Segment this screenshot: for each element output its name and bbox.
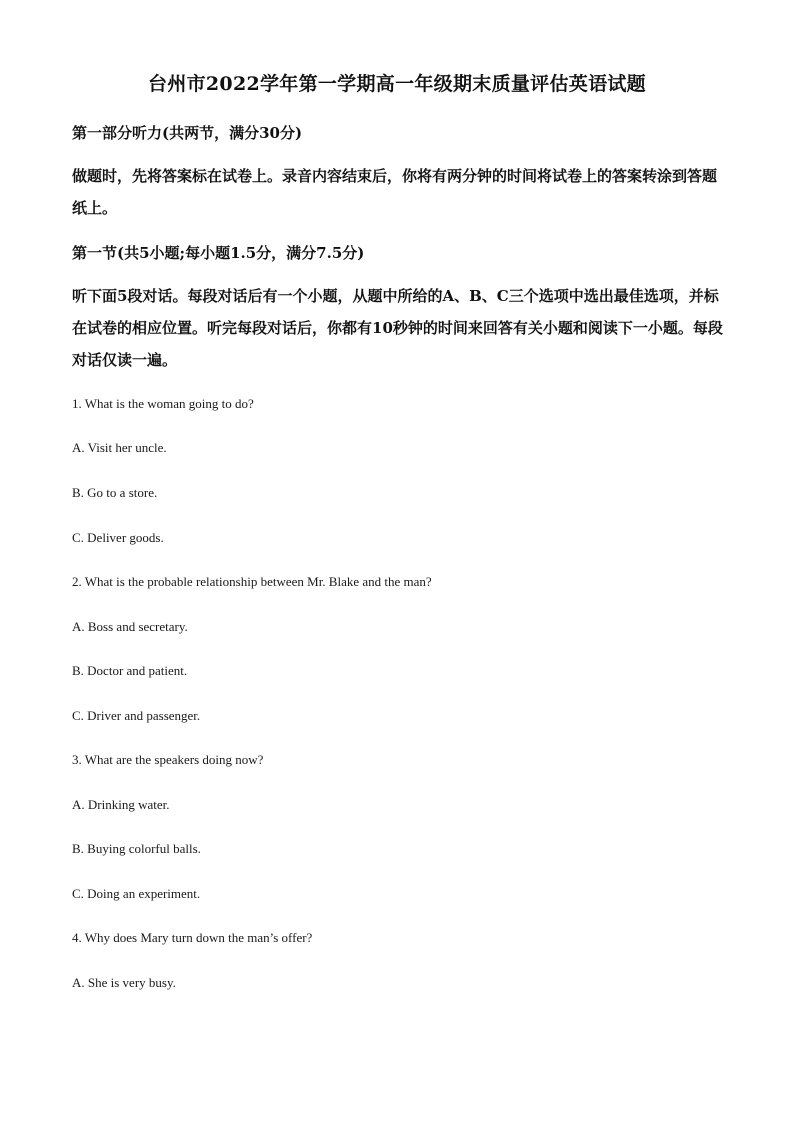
question-3-option-a: A. Drinking water. (72, 797, 170, 812)
question-3-stem: 3. What are the speakers doing now? (72, 752, 264, 767)
section1-heading: 第一节(共5小题;每小题1.5分，满分7.5分) (72, 244, 365, 262)
section1-instructions: 听下面5段对话。每段对话后有一个小题，从题中所给的A、B、C三个选项中选出最佳选项，并标在试卷的相应位置。听完每段对话后，你都有10秒钟的时间来回答有关小题和阅读下一小题。每段对话仅读一遍。 (72, 287, 723, 369)
question-1-stem: 1. What is the woman going to do? (72, 396, 254, 411)
question-4-stem: 4. Why does Mary turn down the man’s offer? (72, 930, 313, 945)
exam-title: 台州市2022学年第一学期高一年级期末质量评估英语试题 (148, 73, 646, 95)
question-3-option-b: B. Buying colorful balls. (72, 841, 201, 856)
question-4-option-a: A. She is very busy. (72, 975, 176, 990)
question-2-option-b: B. Doctor and patient. (72, 663, 188, 678)
question-2-option-c: C. Driver and passenger. (72, 708, 201, 723)
question-2-option-a: A. Boss and secretary. (72, 619, 188, 634)
instructions-paragraph: 做题时，先将答案标在试卷上。录音内容结束后，你将有两分钟的时间将试卷上的答案转涂到答题纸上。 (72, 167, 718, 217)
question-1-option-a: A. Visit her uncle. (72, 440, 167, 455)
question-3-option-c: C. Doing an experiment. (72, 886, 201, 901)
question-1-option-c: C. Deliver goods. (72, 530, 164, 545)
question-2-stem: 2. What is the probable relationship between Mr. Blake and the man? (72, 574, 432, 589)
question-1-option-b: B. Go to a store. (72, 485, 158, 500)
part1-heading: 第一部分听力(共两节，满分30分) (72, 124, 303, 142)
